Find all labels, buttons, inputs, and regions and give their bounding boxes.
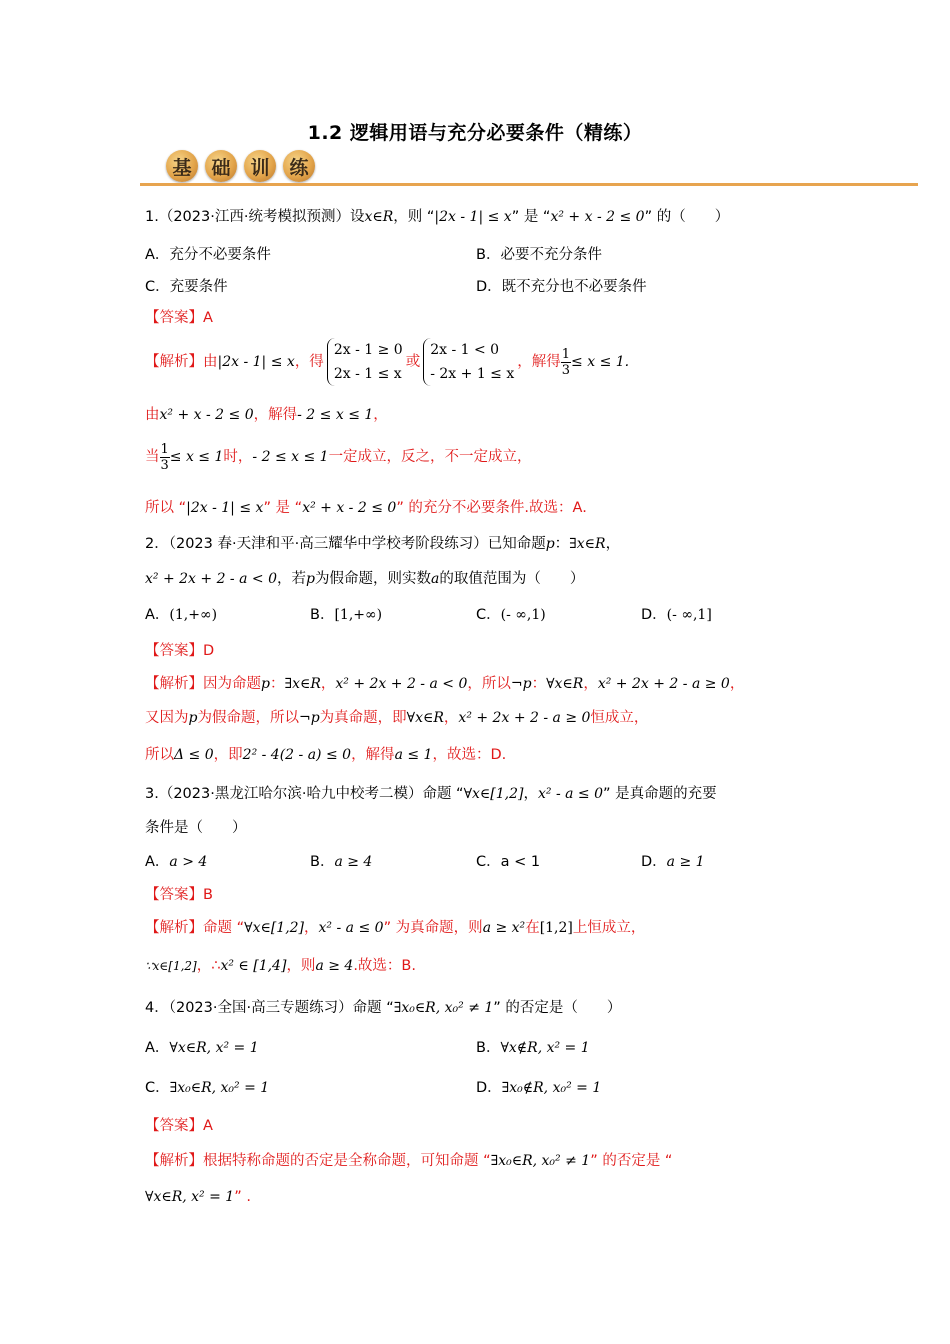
q4-stem-text: ” 的否定是（ ） — [493, 1000, 622, 1016]
q2-analysis-text: ， — [443, 710, 459, 726]
q3-analysis-text: 命题 “ — [203, 920, 245, 936]
q3-analysis-math: ∵x∈[1,2] — [145, 959, 197, 973]
q1-system-1 — [327, 338, 403, 386]
banner-badge-4: 练 — [283, 150, 315, 182]
option-label: A． — [145, 607, 170, 623]
q1-stem — [145, 206, 729, 228]
q4-analysis-text: ” . — [234, 1189, 251, 1205]
q1-analysis-text: 由 — [203, 354, 218, 370]
q2-analysis-line-1 — [145, 673, 744, 695]
q1-stem-text: ” 的（ ） — [644, 209, 730, 225]
q1-stem-text: ，则 “ — [393, 209, 435, 225]
q2-stem-text: 的取值范围为（ ） — [439, 571, 585, 587]
q3-stem-text: ， — [523, 786, 538, 802]
q3-analysis-line-2 — [145, 955, 416, 977]
q4-answer-value: A — [203, 1118, 213, 1134]
banner-badge-1: 基 — [166, 150, 198, 182]
q2-analysis-math: x² + 2x + 2 - a ≥ 0 — [597, 676, 730, 692]
q2-analysis-math: p — [188, 710, 198, 726]
q2-analysis-text: ： — [531, 676, 547, 692]
option-math: (1,+∞) — [169, 607, 218, 623]
q3-stem — [145, 783, 717, 805]
q2-analysis-text: 因为命题 — [203, 676, 261, 692]
q1-analysis-text: 当 — [145, 449, 160, 465]
q2-analysis-text: ，所以 — [467, 676, 511, 692]
q1-analysis-text: 由 — [145, 407, 160, 423]
q2-analysis-text: 恒成立， — [590, 710, 649, 726]
q2-math: p — [306, 571, 315, 587]
q2-answer — [145, 640, 214, 662]
q3-option-d[interactable] — [641, 851, 705, 873]
q3-analysis-line-1 — [145, 917, 645, 939]
q4-option-d[interactable] — [476, 1077, 601, 1099]
q3-stem-text: ” 是真命题的充要 — [603, 786, 717, 802]
q2-analysis-math: p — [261, 676, 270, 692]
q2-stem-text: 2．（2023 春·天津和平·高三耀华中学校考阶段练习）已知命题 — [145, 536, 546, 552]
q1-system-2 — [423, 338, 514, 386]
q1-option-d[interactable]: D．既不充分也不必要条件 — [476, 279, 647, 295]
q3-math: x² - a ≤ 0 — [537, 786, 604, 802]
q1-fraction — [561, 347, 571, 378]
q1-analysis-math: |2x - 1| ≤ x — [186, 500, 264, 516]
q4-stem-text: 4．（2023·全国·高三专题练习）命题 “ — [145, 1000, 394, 1016]
option-math: ∀x∉R, x² = 1 — [500, 1040, 590, 1056]
q3-analysis-text: 在 — [525, 920, 540, 936]
q1-cond2-math: x² + x - 2 ≤ 0 — [550, 209, 645, 225]
q2-analysis-math: ¬p — [298, 710, 320, 726]
q1-analysis-line-4 — [145, 497, 587, 519]
q2-stem-text: ， — [605, 536, 621, 552]
q3-option-b[interactable] — [310, 851, 372, 873]
q2-analysis-line-2 — [145, 707, 648, 729]
q4-analysis-line-2 — [145, 1186, 251, 1208]
banner-badge-2: 础 — [205, 150, 237, 182]
q2-analysis-math: 2² - 4(2 - a) ≤ 0 — [242, 747, 352, 763]
option-math: (- ∞,1) — [500, 607, 546, 623]
q1-analysis-line-3 — [145, 440, 532, 474]
q2-option-d[interactable] — [641, 604, 712, 626]
q1-option-a[interactable]: A．充分不必要条件 — [145, 247, 271, 263]
option-math: ∀x∈R, x² = 1 — [169, 1040, 259, 1056]
q2-answer-value: D — [203, 643, 215, 659]
q3-analysis-text: .故选：B. — [353, 958, 416, 974]
q2-analysis-text: ， — [729, 676, 745, 692]
q4-option-b[interactable] — [476, 1037, 590, 1059]
option-math: a > 4 — [169, 854, 208, 870]
section-banner — [140, 148, 918, 190]
q4-answer — [145, 1115, 213, 1137]
option-label: D． — [476, 1080, 502, 1096]
q2-analysis-math: ¬p — [510, 676, 532, 692]
q3-stem-text: 3.（2023·黑龙江哈尔滨·哈九中校考二模）命题 “ — [145, 786, 464, 802]
option-label: C． — [476, 854, 501, 870]
q2-math: p — [545, 536, 555, 552]
option-label: C． — [476, 607, 501, 623]
q1-analysis-math: - 2 ≤ x ≤ 1 — [297, 407, 374, 423]
q1-set-math: x∈R — [364, 209, 394, 225]
q1-answer-value: A — [203, 310, 213, 326]
q1-analysis-text: 或 — [405, 354, 421, 370]
q1-option-c[interactable]: C．充要条件 — [145, 279, 228, 295]
analysis-label: 【解析】 — [145, 676, 203, 692]
q2-analysis-text: 所以 — [145, 747, 174, 763]
q1-analysis-math: - 2 ≤ x ≤ 1 — [252, 449, 329, 465]
option-math: [1,+∞) — [334, 607, 383, 623]
q1-analysis-math: ≤ x ≤ 1 — [169, 449, 224, 465]
q1-analysis-line-1 — [145, 338, 629, 386]
answer-label: 【答案】 — [145, 310, 203, 326]
q1-analysis-text: ， — [373, 407, 388, 423]
q2-analysis-text: ， — [320, 676, 336, 692]
q1-analysis-text: 所以 “ — [145, 500, 187, 516]
q2-analysis-text: 又因为 — [145, 710, 189, 726]
q2-analysis-line-3 — [145, 744, 506, 766]
page-title: 1.2 逻辑用语与充分必要条件（精练） — [307, 122, 643, 144]
analysis-label: 【解析】 — [145, 920, 203, 936]
option-label: A． — [145, 1040, 170, 1056]
answer-label: 【答案】 — [145, 1118, 203, 1134]
q2-analysis-math: ∃x∈R — [284, 676, 321, 692]
q1-cond1-math: |2x - 1| ≤ x — [434, 209, 512, 225]
q2-analysis-math: x² + 2x + 2 - a ≥ 0 — [458, 710, 591, 726]
q1-stem-text: ” 是 “ — [511, 209, 551, 225]
q2-math: ∃x∈R — [569, 536, 606, 552]
q4-option-a[interactable] — [145, 1037, 259, 1059]
q3-analysis-text: ， — [304, 920, 319, 936]
q2-stem-text: 为假命题，则实数 — [314, 571, 431, 587]
q4-analysis-math: ∃x₀∈R, x₀² ≠ 1 — [490, 1153, 591, 1169]
q2-analysis-text: ， — [583, 676, 598, 692]
q3-analysis-math: a ≥ 4 — [315, 958, 354, 974]
q2-analysis-text: 为假命题，所以 — [197, 710, 299, 726]
q3-answer-value: B — [203, 887, 213, 903]
q1-analysis-text: ” 是 “ — [263, 500, 303, 516]
q2-analysis-text: ，解得 — [351, 747, 395, 763]
fraction-denominator: 3 — [561, 362, 571, 378]
q4-analysis-math: ∀x∈R, x² = 1 — [145, 1189, 235, 1205]
q3-analysis-math: a ≥ x² — [482, 920, 526, 936]
q1-analysis-text: ，解得 — [253, 407, 298, 423]
q4-analysis-text: 根据特称命题的否定是全称命题，可知命题 “ — [203, 1153, 491, 1169]
q1-analysis-math: x² + x - 2 ≤ 0 — [302, 500, 397, 516]
q1-analysis-text: 时， — [223, 449, 253, 465]
q3-math: ∀x∈[1,2] — [463, 786, 524, 802]
q1-analysis-math: |2x - 1| ≤ x — [217, 354, 295, 370]
q2-analysis-math: Δ ≤ 0 — [174, 747, 214, 763]
q1-answer — [145, 307, 213, 329]
option-label: D． — [641, 854, 667, 870]
q2-analysis-text: 为真命题，即 — [319, 710, 407, 726]
analysis-label: 【解析】 — [145, 1153, 203, 1169]
q1-system-1-eq: 2x - 1 ≥ 0 — [333, 342, 403, 358]
q3-analysis-math: x² - a ≤ 0 — [318, 920, 384, 936]
q3-analysis-math: [1,2] — [539, 920, 573, 936]
q2-analysis-text: ，故选：D. — [432, 747, 507, 763]
q1-analysis-math: ≤ x ≤ 1. — [571, 354, 630, 370]
q2-option-a[interactable] — [145, 604, 217, 626]
option-math: a < 1 — [500, 854, 541, 870]
q2-math: a — [430, 571, 440, 587]
q2-option-b[interactable] — [310, 604, 382, 626]
banner-divider — [140, 183, 918, 186]
fraction-numerator: 1 — [561, 346, 571, 362]
q1-analysis-text: ，得 — [294, 354, 324, 370]
q1-analysis-text: 一定成立，反之，不一定成立， — [328, 449, 532, 465]
analysis-label: 【解析】 — [145, 354, 203, 370]
option-label: B． — [310, 854, 335, 870]
option-math: a ≥ 4 — [334, 854, 373, 870]
banner-badge-3: 训 — [244, 150, 276, 182]
option-math: (- ∞,1] — [666, 607, 712, 623]
option-label: B． — [476, 1040, 501, 1056]
option-label: A． — [145, 854, 170, 870]
option-label: C． — [145, 1080, 170, 1096]
q1-stem-text: 1.（2023·江西·统考模拟预测）设 — [145, 209, 365, 225]
q4-math: ∃x₀∈R, x₀² ≠ 1 — [393, 1000, 494, 1016]
option-label: D． — [641, 607, 667, 623]
q2-stem-text: ： — [554, 536, 570, 552]
q3-stem-line-2: 条件是（ ） — [145, 820, 247, 836]
option-math: ∃x₀∉R, x₀² = 1 — [501, 1080, 602, 1096]
q3-answer — [145, 884, 213, 906]
q2-analysis-text: ，即 — [213, 747, 243, 763]
q1-system-2-eq: - 2x + 1 ≤ x — [430, 366, 515, 382]
q2-math: x² + 2x + 2 - a < 0 — [145, 571, 277, 587]
q4-analysis-text: ” 的否定是 “ — [590, 1153, 673, 1169]
answer-label: 【答案】 — [145, 887, 203, 903]
banner-badges — [166, 150, 315, 182]
q3-analysis-text: ， — [196, 958, 212, 974]
q2-stem-text: ，若 — [277, 571, 306, 587]
q1-option-b[interactable]: B．必要不充分条件 — [476, 247, 602, 263]
q2-stem-line-2 — [145, 568, 584, 590]
option-label: B． — [310, 607, 335, 623]
q3-analysis-math: ∀x∈[1,2] — [244, 920, 305, 936]
q4-option-c[interactable] — [145, 1077, 269, 1099]
q1-system-1-eq: 2x - 1 ≤ x — [333, 366, 402, 382]
q3-analysis-math: x² ∈ [1,4] — [220, 958, 287, 974]
q2-option-c[interactable] — [476, 604, 546, 626]
q3-analysis-text: 上恒成立， — [572, 920, 646, 936]
q2-analysis-math: ∀x∈R — [546, 676, 584, 692]
q1-analysis-line-2 — [145, 404, 388, 426]
answer-label: 【答案】 — [145, 643, 203, 659]
option-math: a ≥ 1 — [666, 854, 705, 870]
q2-analysis-text: ： — [269, 676, 285, 692]
q2-analysis-math: ∀x∈R — [406, 710, 444, 726]
q4-stem — [145, 997, 621, 1019]
fraction-numerator: 1 — [160, 441, 169, 457]
q1-analysis-text: ” 的充分不必要条件.故选：A. — [396, 500, 587, 516]
q2-analysis-math: x² + 2x + 2 - a < 0 — [335, 676, 468, 692]
q1-analysis-math: x² + x - 2 ≤ 0 — [159, 407, 254, 423]
option-math: ∃x₀∈R, x₀² = 1 — [169, 1080, 270, 1096]
therefore-symbol: ∴ — [211, 958, 221, 974]
q3-analysis-text: ，则 — [286, 958, 316, 974]
q3-option-a[interactable] — [145, 851, 207, 873]
q3-analysis-text: ” 为真命题，则 — [383, 920, 483, 936]
q1-fraction — [160, 442, 170, 473]
q1-system-2-eq: 2x - 1 < 0 — [430, 342, 500, 358]
fraction-denominator: 3 — [160, 457, 169, 473]
q1-analysis-text: ，解得 — [517, 354, 561, 370]
q2-stem — [145, 533, 620, 555]
q2-analysis-math: a ≤ 1 — [394, 747, 433, 763]
q4-analysis-line-1 — [145, 1150, 672, 1172]
q3-option-c[interactable] — [476, 851, 540, 873]
